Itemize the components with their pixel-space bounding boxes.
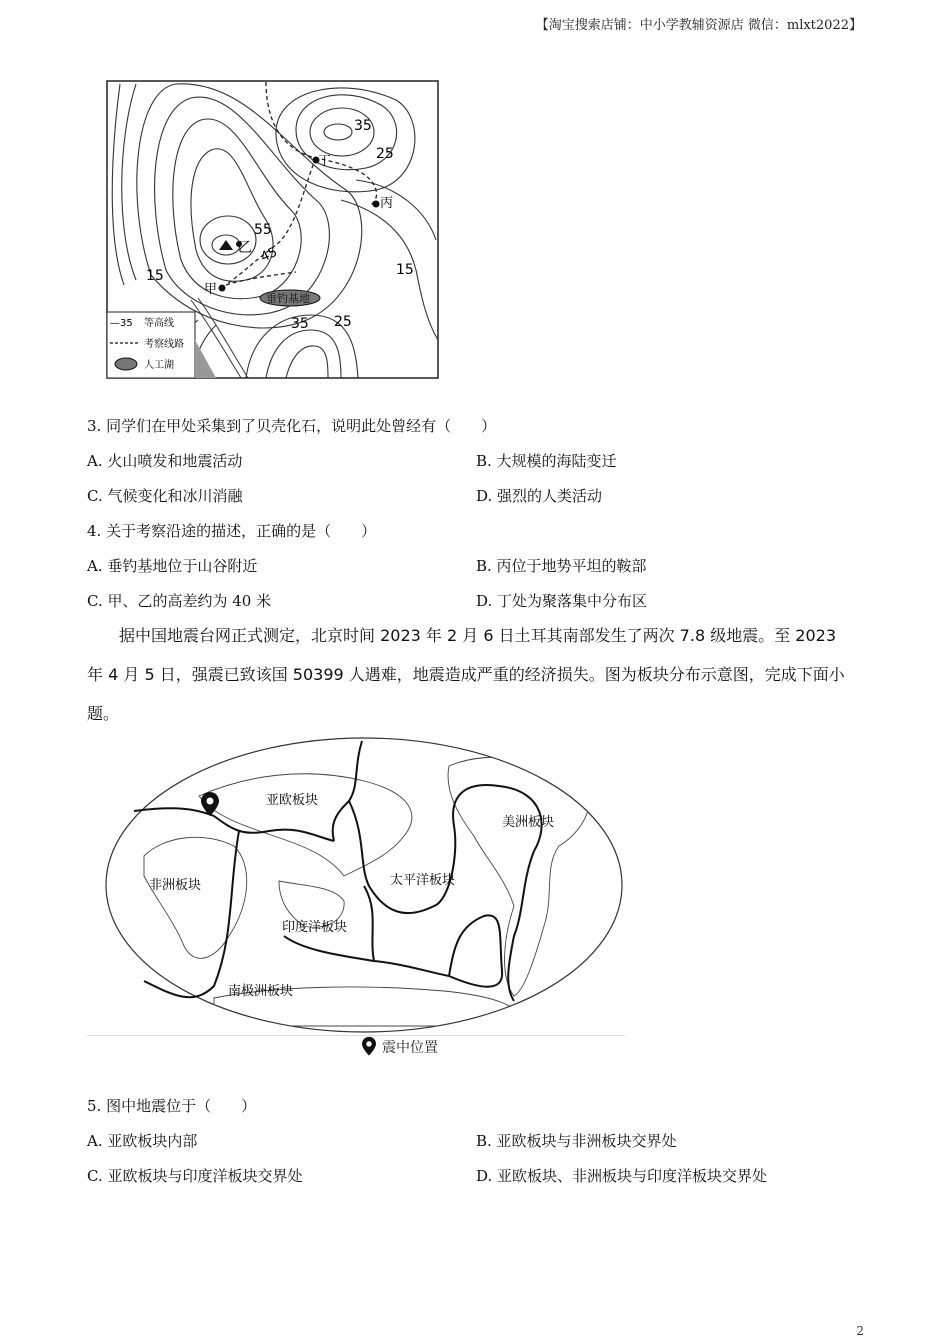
page-header: 【淘宝搜索店铺：中小学教辅资源店 微信：mlxt2022】 xyxy=(535,18,862,33)
plate-label-eurasian: 亚欧板块 xyxy=(266,793,319,808)
location-pin-icon xyxy=(362,1036,376,1058)
label-ding: 丁 xyxy=(318,154,332,169)
question-3-stem: 3. 同学们在甲处采集到了贝壳化石，说明此处曾经有（ ） xyxy=(87,417,497,435)
question-3-option-c: C. 气候变化和冰川消融 xyxy=(87,487,243,505)
label-yi: 乙 xyxy=(238,240,252,256)
question-5-stem: 5. 图中地震位于（ ） xyxy=(87,1097,257,1115)
question-4-option-d: D. 丁处为聚落集中分布区 xyxy=(476,592,648,610)
contour-35-top: 35 xyxy=(354,118,372,134)
plate-label-indian: 印度洋板块 xyxy=(282,920,348,935)
label-jia: 甲 xyxy=(204,282,218,297)
label-bing: 丙 xyxy=(380,196,394,211)
question-4-option-b: B. 丙位于地势平坦的鞍部 xyxy=(476,557,647,575)
passage xyxy=(87,616,857,733)
legend-contour: 等高线 xyxy=(144,318,174,329)
page-number: 2 xyxy=(856,1324,864,1338)
question-5-option-c: C. 亚欧板块与印度洋板块交界处 xyxy=(87,1167,303,1185)
legend-lake: 人工湖 xyxy=(144,360,174,371)
legend-epicenter-label: 震中位置 xyxy=(382,1040,438,1056)
legend-contour-symbol: —35 xyxy=(110,318,133,329)
contour-15-left: 15 xyxy=(146,268,164,284)
contour-45: 45 xyxy=(258,244,280,266)
plate-map xyxy=(104,736,624,1034)
plate-label-pacific: 太平洋板块 xyxy=(390,873,456,888)
question-4-option-a: A. 垂钓基地位于山谷附近 xyxy=(87,557,258,575)
label-lake: 垂钓基地 xyxy=(266,292,310,305)
question-5-option-b: B. 亚欧板块与非洲板块交界处 xyxy=(476,1132,677,1150)
plate-label-antarctic: 南极洲板块 xyxy=(228,984,294,999)
passage-text: 据中国地震台网正式测定，北京时间 2023 年 2 月 6 日土耳其南部发生了两次 7.8 级地震。至 2023 年 4 月 5 日，强震已致该国 50399 人遇难，地震造成严重的经济损失。图为板块分布示意图，完成下面小题。 xyxy=(87,626,845,723)
question-5-option-a: A. 亚欧板块内部 xyxy=(87,1132,198,1150)
question-4-stem: 4. 关于考察沿途的描述，正确的是（ ） xyxy=(87,522,377,540)
plate-label-american: 美洲板块 xyxy=(502,815,555,830)
contour-35-bottom: 35 xyxy=(291,316,309,332)
question-3-option-b: B. 大规模的海陆变迁 xyxy=(476,452,617,470)
plate-map-legend xyxy=(362,1036,438,1058)
question-5-option-d: D. 亚欧板块、非洲板块与印度洋板块交界处 xyxy=(476,1167,768,1185)
question-4-option-c: C. 甲、乙的高差约为 40 米 xyxy=(87,592,272,610)
contour-25-top: 25 xyxy=(376,146,394,162)
contour-55: 55 xyxy=(254,222,272,238)
contour-25-bottom: 25 xyxy=(334,314,352,330)
legend-route: 考察线路 xyxy=(144,339,184,350)
figure-separator xyxy=(87,1035,625,1036)
contour-15-right: 15 xyxy=(396,262,414,278)
question-3-option-a: A. 火山喷发和地震活动 xyxy=(87,452,243,470)
topographic-map xyxy=(106,80,440,380)
question-3-option-d: D. 强烈的人类活动 xyxy=(476,487,603,505)
plate-label-african: 非洲板块 xyxy=(149,878,202,893)
